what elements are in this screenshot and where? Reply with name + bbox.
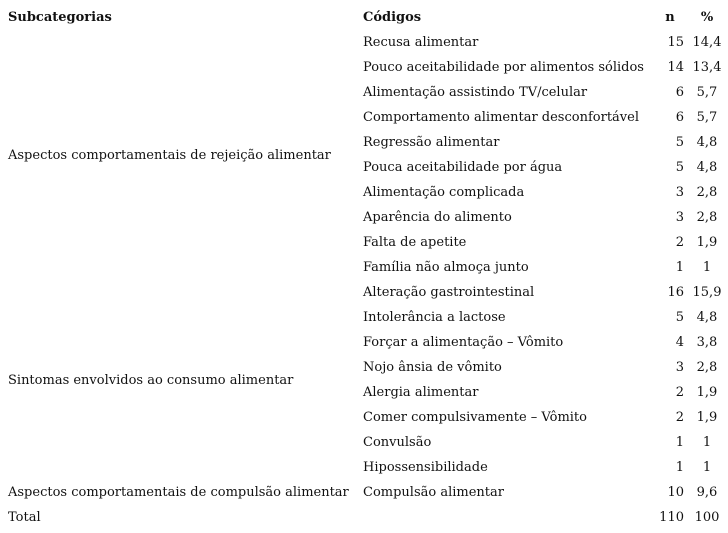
percent-cell: 3,8 xyxy=(696,335,718,350)
code-cell: Forçar a alimentação – Vômito xyxy=(363,335,564,350)
n-cell: 3 xyxy=(675,185,684,200)
code-cell: Família não almoça junto xyxy=(363,260,529,275)
header-code: Códigos xyxy=(363,10,422,25)
n-cell: 1 xyxy=(675,460,684,475)
subcategory-cell: Aspectos comportamentais de rejeição alimentar xyxy=(8,147,331,163)
n-cell: 10 xyxy=(667,485,684,500)
percent-cell: 2,8 xyxy=(696,185,718,200)
code-cell: Nojo ânsia de vômito xyxy=(363,360,502,375)
data-table xyxy=(5,5,726,530)
percent-cell: 14,4 xyxy=(692,35,722,50)
percent-cell: 2,8 xyxy=(696,360,718,375)
n-cell: 1 xyxy=(675,260,684,275)
n-cell: 5 xyxy=(675,135,684,150)
code-cell: Falta de apetite xyxy=(363,235,467,250)
code-cell: Aparência do alimento xyxy=(363,210,512,225)
n-cell: 5 xyxy=(675,310,684,325)
n-cell: 6 xyxy=(675,85,684,100)
code-cell: Compulsão alimentar xyxy=(363,485,504,500)
n-cell: 3 xyxy=(675,210,684,225)
n-cell: 2 xyxy=(675,235,684,250)
percent-cell: 4,8 xyxy=(696,310,718,325)
n-cell: 4 xyxy=(675,335,684,350)
percent-cell: 1,9 xyxy=(696,410,718,425)
percent-cell: 13,4 xyxy=(692,60,722,75)
percent-cell: 1 xyxy=(702,460,712,475)
code-cell: Hipossensibilidade xyxy=(363,460,488,475)
code-cell: Alergia alimentar xyxy=(363,385,479,400)
percent-cell: 2,8 xyxy=(696,210,718,225)
n-cell: 14 xyxy=(667,60,684,75)
header-subcategory: Subcategorias xyxy=(8,10,112,25)
percent-cell: 4,8 xyxy=(696,135,718,150)
table-body xyxy=(5,30,726,530)
percent-cell: 1 xyxy=(702,260,712,275)
header-n: n xyxy=(665,10,675,25)
percent-cell: 5,7 xyxy=(696,85,718,100)
code-cell: Pouco aceitabilidade por alimentos sólidos xyxy=(363,60,644,75)
code-cell: Comer compulsivamente – Vômito xyxy=(363,410,587,425)
code-cell: Alteração gastrointestinal xyxy=(363,285,535,300)
percent-cell: 5,7 xyxy=(696,110,718,125)
table-row xyxy=(5,30,726,55)
code-cell: Regressão alimentar xyxy=(363,135,500,150)
total-percent: 100 xyxy=(694,510,720,525)
percent-cell: 15,9 xyxy=(692,285,722,300)
percent-cell: 4,8 xyxy=(696,160,718,175)
n-cell: 2 xyxy=(675,410,684,425)
percent-cell: 1 xyxy=(702,435,712,450)
percent-cell: 1,9 xyxy=(696,235,718,250)
n-cell: 16 xyxy=(667,285,684,300)
table-row xyxy=(5,280,726,305)
table-row xyxy=(5,480,726,505)
n-cell: 6 xyxy=(675,110,684,125)
header-row xyxy=(5,5,726,30)
n-cell: 15 xyxy=(667,35,684,50)
total-label: Total xyxy=(8,510,41,525)
code-cell: Recusa alimentar xyxy=(363,35,479,50)
n-cell: 5 xyxy=(675,160,684,175)
code-cell: Intolerância a lactose xyxy=(363,310,506,325)
total-n: 110 xyxy=(659,510,684,525)
code-cell: Convulsão xyxy=(363,435,432,450)
total-row xyxy=(5,505,726,530)
percent-cell: 9,6 xyxy=(696,485,718,500)
code-cell: Pouca aceitabilidade por água xyxy=(363,160,563,175)
total-code-cell xyxy=(363,505,656,530)
subcategory-cell: Sintomas envolvidos ao consumo alimentar xyxy=(8,372,294,388)
n-cell: 2 xyxy=(675,385,684,400)
subcategory-cell: Aspectos comportamentais de compulsão alimentar xyxy=(8,485,349,500)
code-cell: Comportamento alimentar desconfortável xyxy=(363,110,639,125)
n-cell: 3 xyxy=(675,360,684,375)
n-cell: 1 xyxy=(675,435,684,450)
header-percent: % xyxy=(700,10,714,25)
code-cell: Alimentação assistindo TV/celular xyxy=(363,85,588,100)
code-cell: Alimentação complicada xyxy=(363,185,525,200)
percent-cell: 1,9 xyxy=(696,385,718,400)
